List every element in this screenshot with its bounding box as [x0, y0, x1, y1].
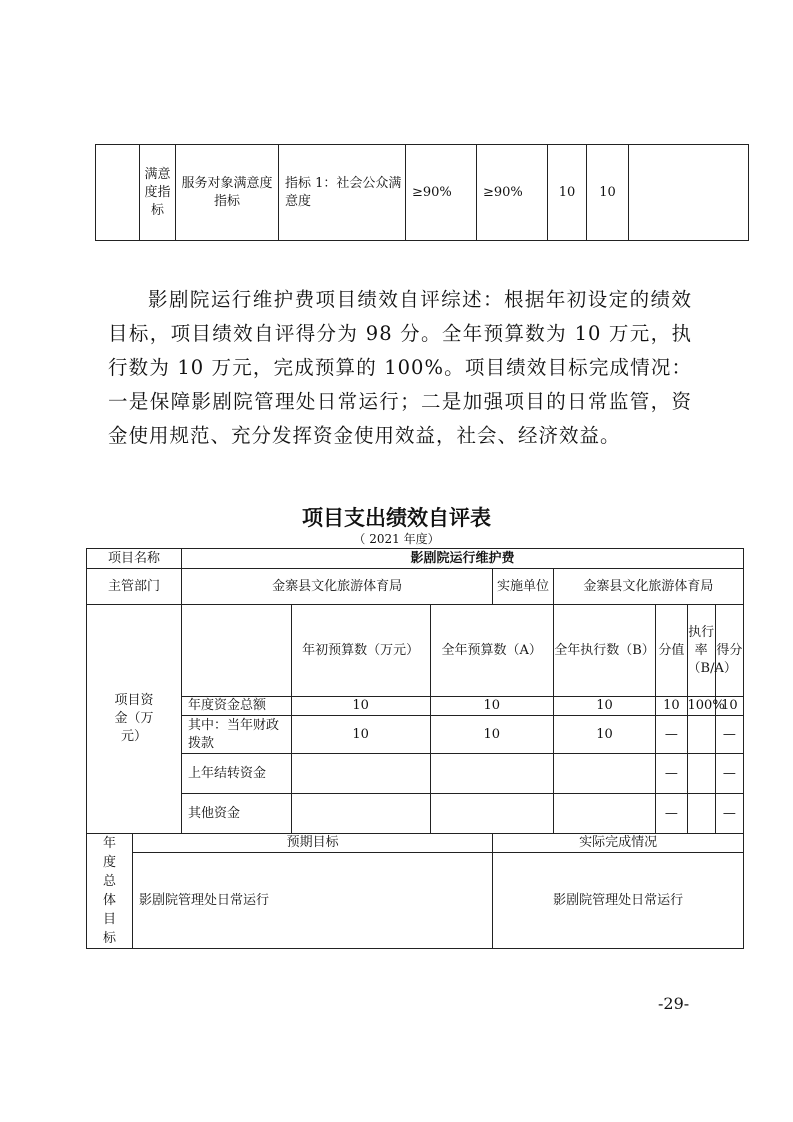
dept-value: 金寨县文化旅游体育局	[182, 569, 493, 605]
funds-label: 项目资金（万元）	[87, 605, 182, 834]
cell-rate	[687, 794, 715, 834]
cell-exec: 10	[553, 716, 655, 754]
cell-points: —	[715, 794, 743, 834]
dept-label: 主管部门	[87, 569, 182, 605]
cell-points: 10	[715, 697, 743, 716]
impl-unit-label: 实施单位	[493, 569, 554, 605]
cell-score: —	[656, 754, 687, 794]
row-label: 其中：当年财政拨款	[182, 716, 292, 754]
project-name-value: 影剧院运行维护费	[182, 549, 744, 569]
self-evaluation-table	[86, 548, 744, 949]
indicator-level3: 服务对象满意度指标	[176, 145, 279, 241]
cell-annual: 10	[430, 716, 553, 754]
cell-initial: 10	[291, 716, 430, 754]
header-annual-budget: 全年预算数（A）	[430, 605, 553, 697]
annual-target: ≥90%	[406, 145, 477, 241]
cell-rate	[687, 716, 715, 754]
expected-goal-text: 影剧院管理处日常运行	[132, 853, 492, 949]
actual-completion-header: 实际完成情况	[493, 834, 744, 853]
cell-rate: 100%	[687, 697, 715, 716]
cell-exec	[553, 754, 655, 794]
expected-goal-header: 预期目标	[132, 834, 492, 853]
cell-score: —	[656, 794, 687, 834]
cell-initial	[291, 794, 430, 834]
remark-cell	[629, 145, 749, 241]
cell-score: —	[656, 716, 687, 754]
score-value: 10	[548, 145, 587, 241]
header-exec-rate: 执行率（B/A）	[687, 605, 715, 697]
performance-summary	[108, 283, 692, 453]
cell-initial	[291, 754, 430, 794]
project-name-label: 项目名称	[87, 549, 182, 569]
header-initial-budget: 年初预算数（万元）	[291, 605, 430, 697]
score-obtained: 10	[587, 145, 629, 241]
empty-cell	[96, 145, 140, 241]
cell-points: —	[715, 754, 743, 794]
sheet-title: 项目支出绩效自评表	[302, 506, 491, 530]
header-annual-execution: 全年执行数（B）	[553, 605, 655, 697]
header-score: 分值	[656, 605, 687, 697]
funds-header-blank	[182, 605, 292, 697]
cell-annual	[430, 754, 553, 794]
indicator-name: 指标 1：社会公众满意度	[279, 145, 406, 241]
header-points: 得分	[715, 605, 743, 697]
actual-completion-text: 影剧院管理处日常运行	[493, 853, 744, 949]
cell-score: 10	[656, 697, 687, 716]
page-number: -29-	[658, 994, 690, 1013]
cell-initial: 10	[291, 697, 430, 716]
cell-annual: 10	[430, 697, 553, 716]
actual-value: ≥90%	[477, 145, 548, 241]
row-label: 年度资金总额	[182, 697, 292, 716]
cell-exec: 10	[553, 697, 655, 716]
row-label: 其他资金	[182, 794, 292, 834]
indicator-level2: 满意度指标	[140, 145, 176, 241]
sheet-year: （ 2021 年度）	[353, 532, 440, 546]
cell-points: —	[715, 716, 743, 754]
impl-unit-value: 金寨县文化旅游体育局	[553, 569, 743, 605]
indicator-table-continuation	[95, 144, 749, 241]
annual-goal-label: 年度总体目标	[87, 834, 133, 949]
cell-annual	[430, 794, 553, 834]
cell-exec	[553, 794, 655, 834]
summary-paragraph: 影剧院运行维护费项目绩效自评综述：根据年初设定的绩效目标，项目绩效自评得分为 98 分。全年预算数为 10 万元，执行数为 10 万元，完成预算的 100%。项目绩效目标完成情况：一是保障影剧院管理处日常运行；二是加强项目的日常监管，资金使用规范、充分发挥资金使用效益，社会、经济效益。	[108, 288, 692, 447]
cell-rate	[687, 754, 715, 794]
row-label: 上年结转资金	[182, 754, 292, 794]
